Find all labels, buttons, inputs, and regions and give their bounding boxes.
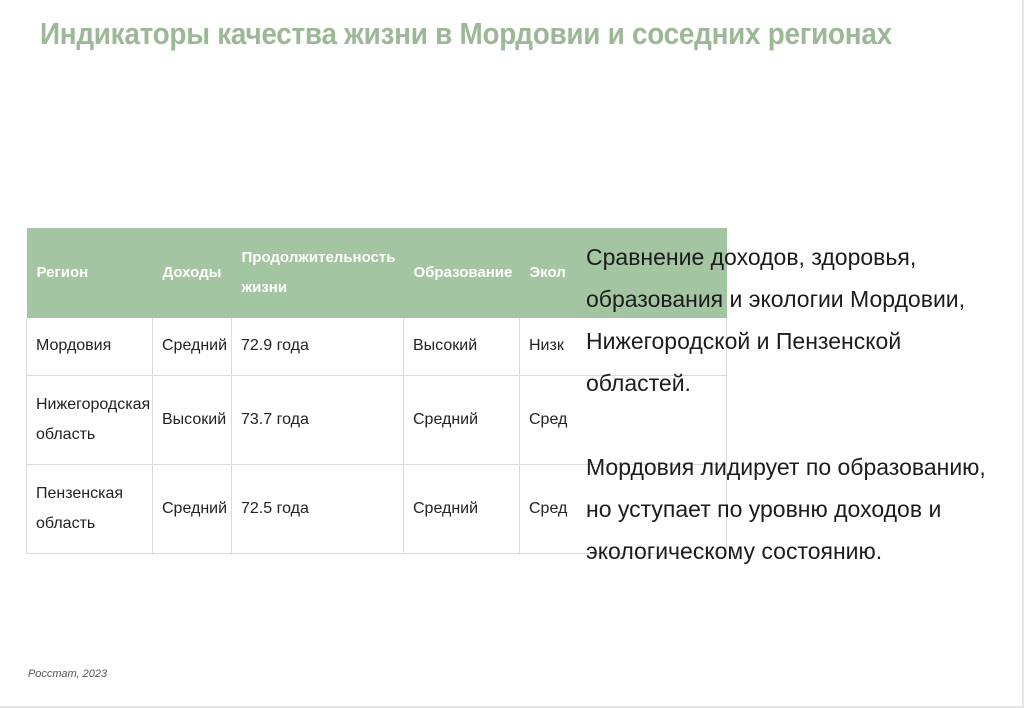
cell-education: Высокий	[404, 318, 520, 375]
description-paragraph-1: Сравнение доходов, здоровья, образования и экологии Мордовии, Нижегородской и Пензенской областей.	[586, 244, 966, 396]
cell-ecology: Сред	[520, 464, 727, 553]
comparison-table-container	[26, 228, 568, 554]
cell-region: Мордовия	[27, 318, 153, 375]
cell-ecology: Низк	[520, 318, 727, 375]
header-region: Регион	[36, 264, 89, 281]
cell-income: Средний	[153, 464, 232, 553]
description-text	[586, 236, 1006, 572]
header-ecology: Экол	[529, 264, 566, 281]
cell-income: Средний	[153, 318, 232, 375]
header-education: Образование	[413, 264, 513, 281]
cell-ecology: Сред	[520, 375, 727, 464]
cell-education: Средний	[404, 464, 520, 553]
cell-life-expectancy: 73.7 года	[232, 375, 404, 464]
cell-life-expectancy: 72.9 года	[232, 318, 404, 375]
slide-title: Индикаторы качества жизни в Мордовии и соседних регионах	[40, 16, 892, 51]
cell-income: Высокий	[153, 375, 232, 464]
cell-region: Пензенская область	[27, 464, 153, 553]
header-life-expectancy: Продолжительность жизни	[241, 249, 396, 296]
cell-life-expectancy: 72.5 года	[232, 464, 404, 553]
cell-education: Средний	[404, 375, 520, 464]
description-paragraph-2: Мордовия лидирует по образованию, но уступает по уровню доходов и экологическому состоянию.	[586, 454, 986, 564]
cell-region: Нижегородская область	[27, 375, 153, 464]
header-income: Доходы	[162, 264, 222, 281]
source-note: Росстат, 2023	[28, 668, 108, 680]
